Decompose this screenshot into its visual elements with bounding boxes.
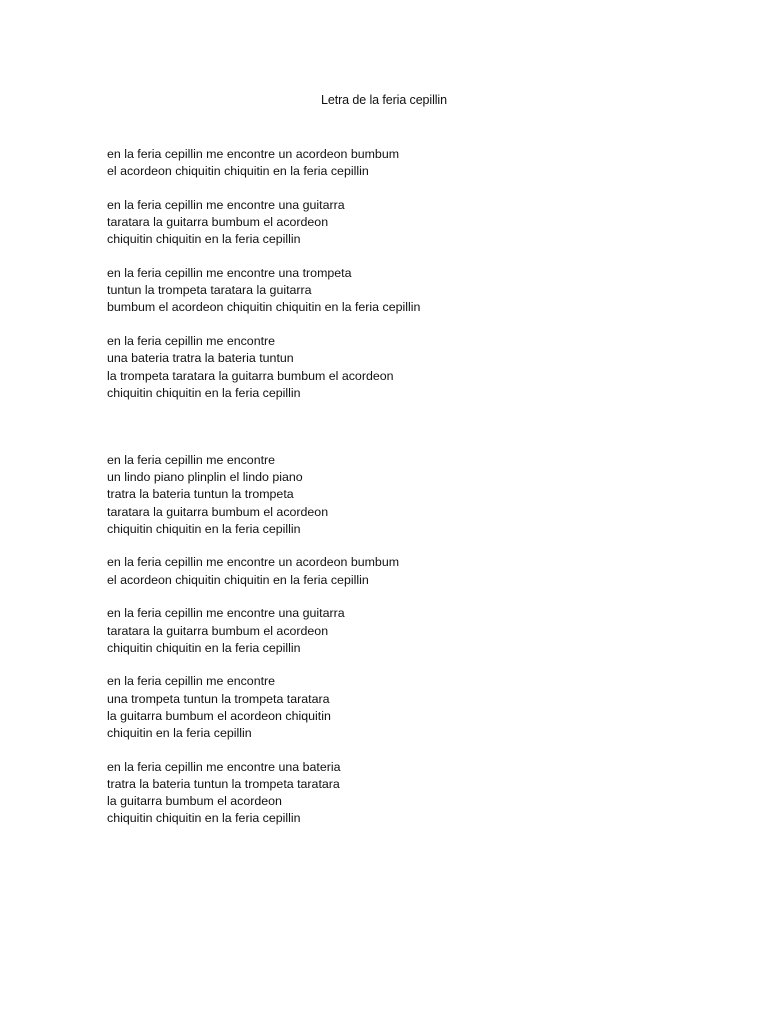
lyric-line: en la feria cepillin me encontre una bateria [107, 759, 341, 774]
lyric-line: chiquitin chiquitin en la feria cepillin [107, 385, 301, 400]
stanza-1 [107, 146, 727, 180]
lyric-line: en la feria cepillin me encontre una guitarra [107, 606, 345, 621]
lyric-line: la guitarra bumbum el acordeon chiquitin [107, 708, 331, 723]
document-title: Letra de la feria cepillin [321, 93, 447, 107]
lyric-line: en la feria cepillin me encontre un acordeon bumbum [107, 555, 400, 570]
lyric-line: tuntun la trompeta taratara la guitarra [107, 283, 312, 298]
lyric-line: chiquitin chiquitin en la feria cepillin [107, 811, 301, 826]
lyric-line: tratra la bateria tuntun la trompeta [107, 487, 294, 502]
lyric-line: una bateria tratra la bateria tuntun [107, 351, 294, 366]
lyric-line: en la feria cepillin me encontre [107, 674, 276, 689]
lyric-line: en la feria cepillin me encontre [107, 334, 276, 349]
lyric-line: una trompeta tuntun la trompeta taratara [107, 691, 330, 706]
lyric-line: taratara la guitarra bumbum el acordeon [107, 215, 329, 230]
stanza-5 [107, 452, 727, 538]
lyric-line: en la feria cepillin me encontre un acordeon bumbum [107, 147, 400, 161]
lyric-line: en la feria cepillin me encontre [107, 452, 276, 467]
lyric-line: chiquitin chiquitin en la feria cepillin [107, 521, 301, 536]
stanza-9 [107, 759, 727, 828]
stanza-2 [107, 197, 727, 249]
lyric-line: en la feria cepillin me encontre una guitarra [107, 197, 345, 212]
lyric-line: tratra la bateria tuntun la trompeta taratara [107, 776, 340, 791]
lyric-line: un lindo piano plinplin el lindo piano [107, 470, 303, 485]
stanza-3 [107, 265, 727, 317]
lyric-line: bumbum el acordeon chiquitin chiquitin en la feria cepillin [107, 300, 421, 315]
lyric-line: el acordeon chiquitin chiquitin en la feria cepillin [107, 572, 369, 587]
lyric-line: taratara la guitarra bumbum el acordeon [107, 504, 329, 519]
lyric-line: la trompeta taratara la guitarra bumbum el acordeon [107, 368, 394, 383]
lyric-line: la guitarra bumbum el acordeon [107, 794, 282, 809]
lyric-line: chiquitin chiquitin en la feria cepillin [107, 232, 301, 247]
lyric-line: en la feria cepillin me encontre una trompeta [107, 266, 352, 281]
stanza-4 [107, 333, 727, 402]
stanza-6 [107, 554, 727, 588]
stanza-8 [107, 673, 727, 742]
lyric-line: chiquitin en la feria cepillin [107, 726, 252, 741]
stanza-7 [107, 605, 727, 657]
lyrics-body [107, 146, 727, 844]
lyric-line: chiquitin chiquitin en la feria cepillin [107, 640, 301, 655]
lyric-line: taratara la guitarra bumbum el acordeon [107, 623, 329, 638]
lyric-line: el acordeon chiquitin chiquitin en la feria cepillin [107, 164, 369, 179]
